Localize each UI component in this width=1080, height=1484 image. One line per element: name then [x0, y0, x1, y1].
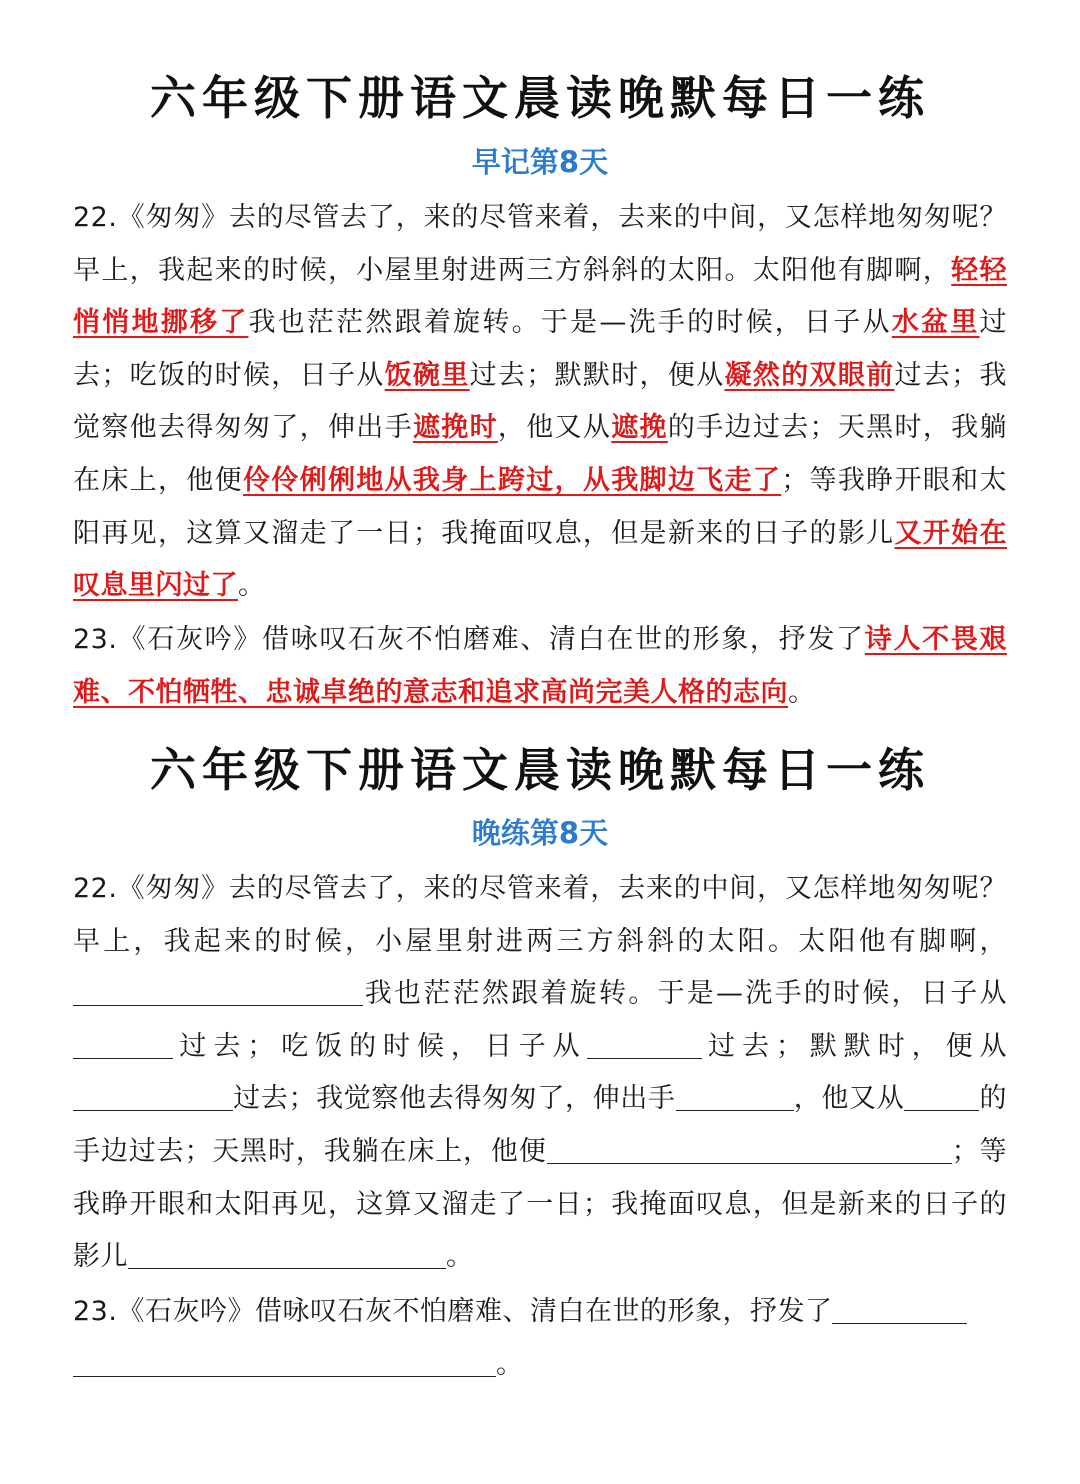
q22-text-3: 过去；吃饭的时候，日子从: [173, 1030, 587, 1062]
answer-blank[interactable]: [73, 1348, 496, 1377]
q22-text-9: 。: [446, 1241, 474, 1273]
q22-answer-8: 又开始在叹息里闪过了: [73, 517, 1007, 602]
q22-answer-6: 遮挽: [611, 412, 668, 444]
q22-answer-4: 凝然的双眼前: [724, 359, 895, 391]
q22-answer-3: 饭碗里: [384, 359, 470, 391]
morning-question-22: [73, 192, 1007, 613]
answer-blank[interactable]: [676, 1082, 794, 1111]
q22-text-2: 我也茫茫然跟着旋转。于是—洗手的时候，日子从: [363, 978, 1007, 1010]
answer-blank[interactable]: [832, 1295, 967, 1324]
q22-answer-5: 遮挽时: [412, 412, 498, 444]
answer-blank[interactable]: [73, 1082, 233, 1111]
q22-text-8: ；等我睁开眼和太阳再见，这算又溜走了一日；我掩面叹息，但是新来的日子的影儿: [73, 1135, 1008, 1273]
q22-answer-2: 水盆里: [891, 307, 980, 339]
evening-subtitle: 晚练第8天: [471, 816, 609, 850]
q22-text-6: ，他又从: [793, 1083, 905, 1115]
q22-text-1: 22.《匆匆》去的尽管去了，来的尽管来着，去来的中间，又怎样地匆匆呢？早上，我起来的时候，小屋里射进两三方斜斜的太阳。太阳他有脚啊，: [73, 873, 1007, 957]
q22-text-1: 22.《匆匆》去的尽管去了，来的尽管来着，去来的中间，又怎样地匆匆呢？早上，我起来的时候，小屋里射进两三方斜斜的太阳。太阳他有脚啊，: [73, 202, 1007, 286]
morning-title: 六年级下册语文晨读晚默每日一练: [150, 71, 930, 125]
answer-blank[interactable]: [73, 1030, 173, 1059]
q22-answer-7: 伶伶俐俐地从我身上跨过，从我脚边飞走了: [242, 464, 782, 496]
q23-text-1: 23.《石灰吟》借咏叹石灰不怕磨难、清白在世的形象，抒发了: [73, 1296, 833, 1327]
answer-blank[interactable]: [73, 977, 363, 1006]
answer-blank[interactable]: [128, 1240, 446, 1269]
q23-text-2: 。: [788, 676, 816, 708]
q22-text-4: 过去；默默时，便从: [701, 1030, 1008, 1062]
q22-text-4: 过去；默默时，便从: [469, 359, 725, 391]
morning-subtitle: 早记第8天: [471, 145, 609, 179]
q22-answer-1: 轻轻悄悄地挪移了: [73, 254, 1007, 339]
morning-question-23: [73, 614, 1007, 719]
q22-text-8: ；等我睁开眼和太阳再见，这算又溜走了一日；我掩面叹息，但是新来的日子的影儿: [73, 464, 1007, 549]
evening-title: 六年级下册语文晨读晚默每日一练: [150, 743, 930, 797]
evening-question-23: [73, 1286, 1007, 1391]
q22-text-9: 。: [238, 570, 266, 602]
q22-text-7: 的手边过去；天黑时，我躺在床上，他便: [73, 412, 1007, 496]
q22-text-5: 过去；我觉察他去得匆匆了，伸出手: [233, 1083, 676, 1115]
answer-blank[interactable]: [547, 1135, 952, 1164]
q23-answer-1: 诗人不畏艰难、不怕牺牲、忠诚卓绝的意志和追求高尚完美人格的志向: [73, 624, 1007, 708]
q22-text-6: ，他又从: [497, 412, 612, 444]
answer-blank[interactable]: [904, 1082, 979, 1111]
q22-text-7: 的手边过去；天黑时，我躺在床上，他便: [73, 1083, 1008, 1167]
q22-text-5: 过去；我觉察他去得匆匆了，伸出手: [73, 359, 1007, 444]
q22-text-3: 过去；吃饭的时候，日子从: [73, 307, 1008, 391]
q23-text-1: 23.《石灰吟》借咏叹石灰不怕磨难、清白在世的形象，抒发了: [73, 624, 865, 655]
q23-text-2: 。: [496, 1348, 524, 1380]
answer-blank[interactable]: [587, 1030, 702, 1059]
q22-text-2: 我也茫茫然跟着旋转。于是—洗手的时候，日子从: [248, 307, 892, 339]
evening-question-22: [73, 863, 1007, 1284]
